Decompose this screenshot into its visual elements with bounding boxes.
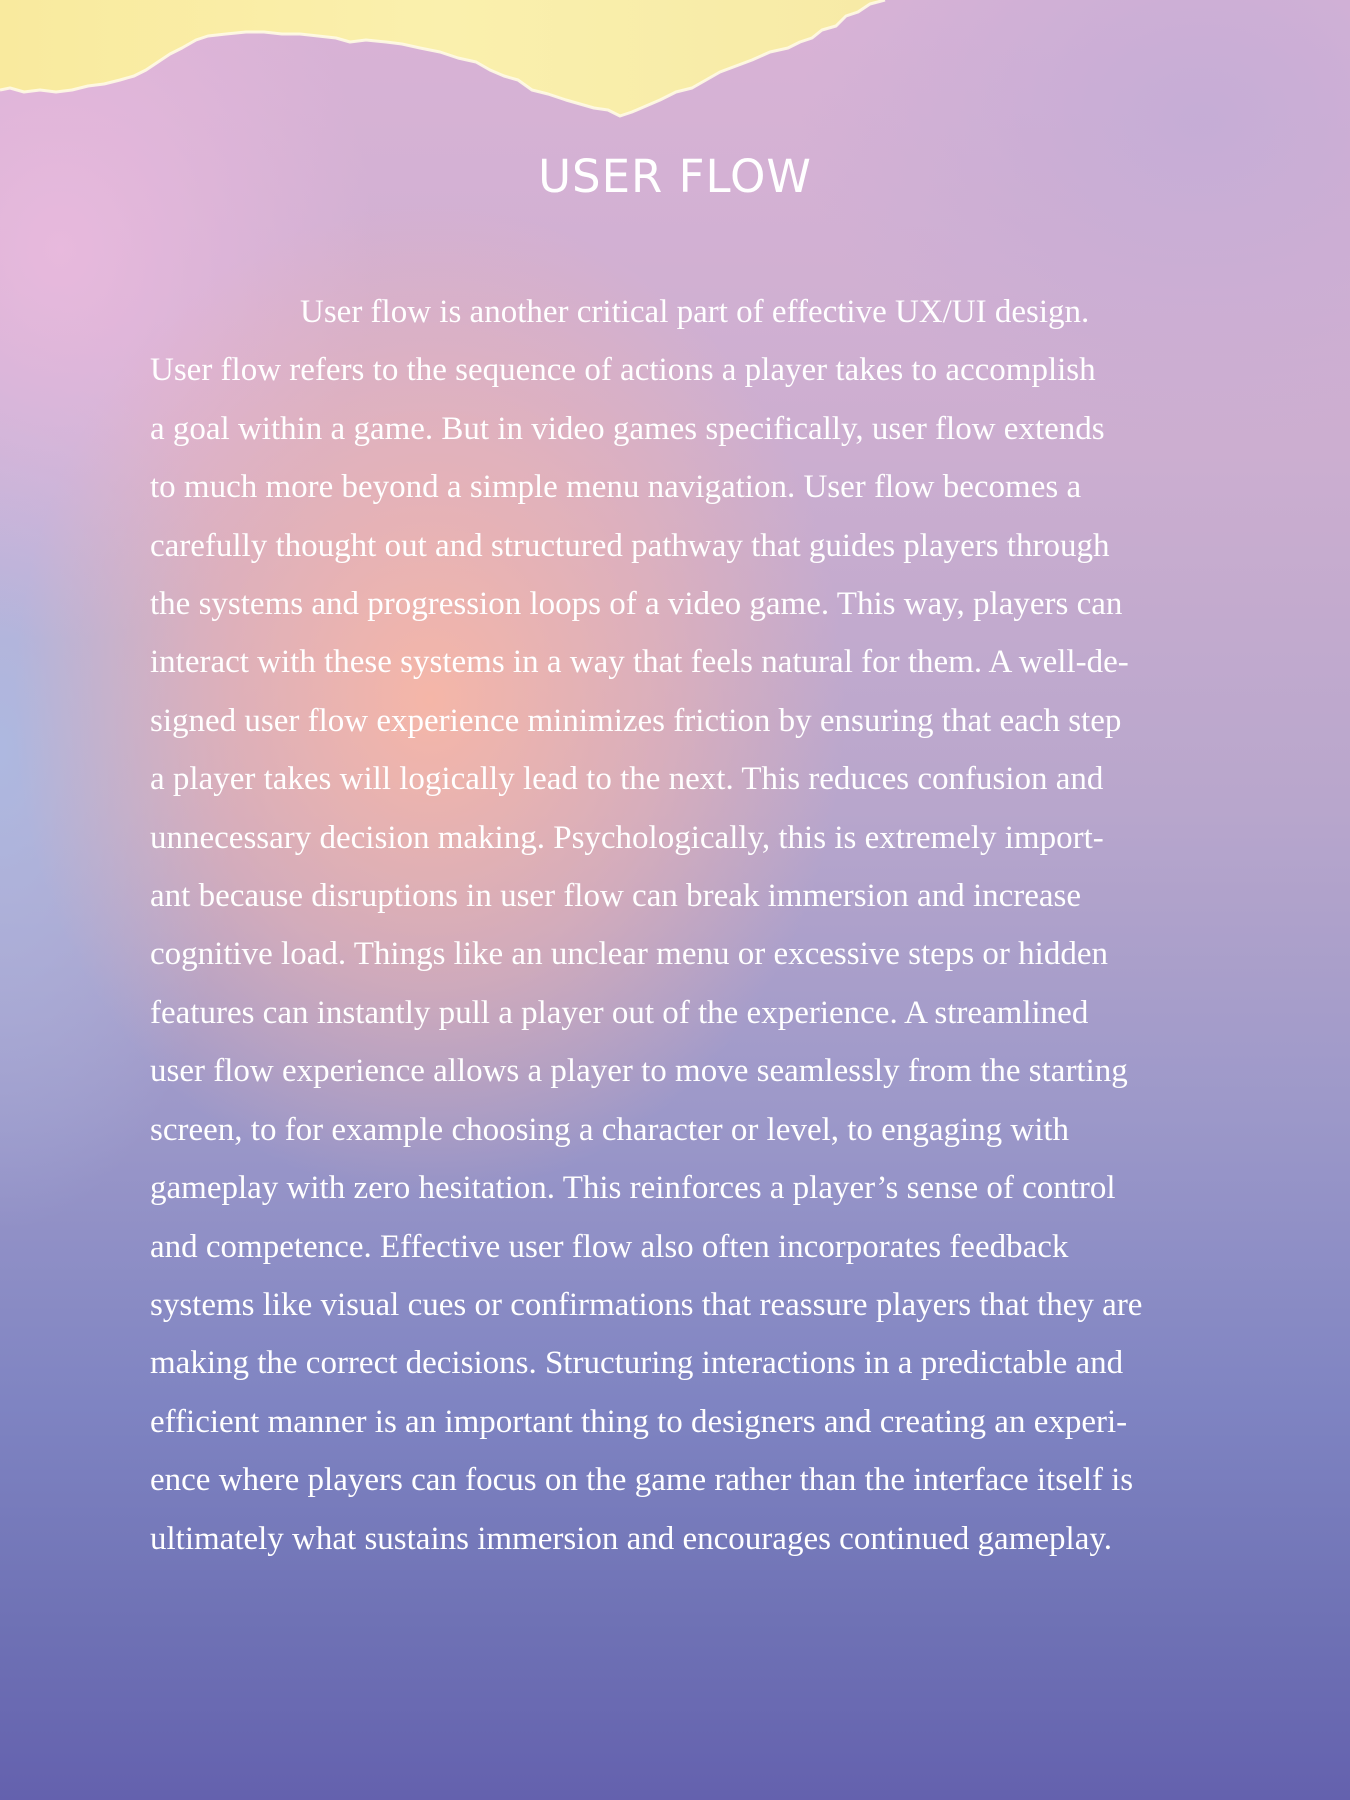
body-line: cognitive load. Things like an unclear menu or excessive steps or hidden xyxy=(150,936,1108,973)
body-paragraph xyxy=(150,283,1205,1568)
body-line: efficient manner is an important thing to designers and creating an experi- xyxy=(150,1403,1128,1440)
body-line: a goal within a game. But in video games specifically, user flow extends xyxy=(150,410,1105,447)
body-line: User flow refers to the sequence of actions a player takes to accomplish xyxy=(150,352,1096,389)
body-line: the systems and progression loops of a video game. This way, players can xyxy=(150,586,1123,623)
body-line: and competence. Effective user flow also often incorporates feedback xyxy=(150,1228,1069,1265)
body-line: ant because disruptions in user flow can break immersion and increase xyxy=(150,878,1082,915)
body-line: User flow is another critical part of effective UX/UI design. xyxy=(300,294,1090,330)
body-line: unnecessary decision making. Psychologically, this is extremely import- xyxy=(150,819,1104,856)
body-line: gameplay with zero hesitation. This reinforces a player’s sense of control xyxy=(150,1170,1116,1207)
body-line: making the correct decisions. Structuring interactions in a predictable and xyxy=(150,1345,1124,1382)
body-line: screen, to for example choosing a character or level, to engaging with xyxy=(150,1111,1070,1148)
body-line: carefully thought out and structured pathway that guides players through xyxy=(150,527,1110,564)
body-line: systems like visual cues or confirmations that reassure players that they are xyxy=(150,1286,1143,1323)
body-line: a player takes will logically lead to the next. This reduces confusion and xyxy=(150,761,1104,798)
body-line: to much more beyond a simple menu navigation. User flow becomes a xyxy=(150,469,1082,506)
body-line: features can instantly pull a player out of the experience. A streamlined xyxy=(150,994,1089,1031)
torn-paper-decoration xyxy=(0,0,1350,130)
body-line: signed user flow experience minimizes friction by ensuring that each step xyxy=(150,702,1122,739)
body-line: user flow experience allows a player to move seamlessly from the starting xyxy=(150,1053,1128,1090)
body-line: ence where players can focus on the game rather than the interface itself is xyxy=(150,1462,1134,1499)
page-title: USER FLOW xyxy=(538,150,812,203)
body-line: interact with these systems in a way that feels natural for them. A well-de- xyxy=(150,644,1129,681)
body-line: ultimately what sustains immersion and encourages continued gameplay. xyxy=(150,1520,1112,1557)
